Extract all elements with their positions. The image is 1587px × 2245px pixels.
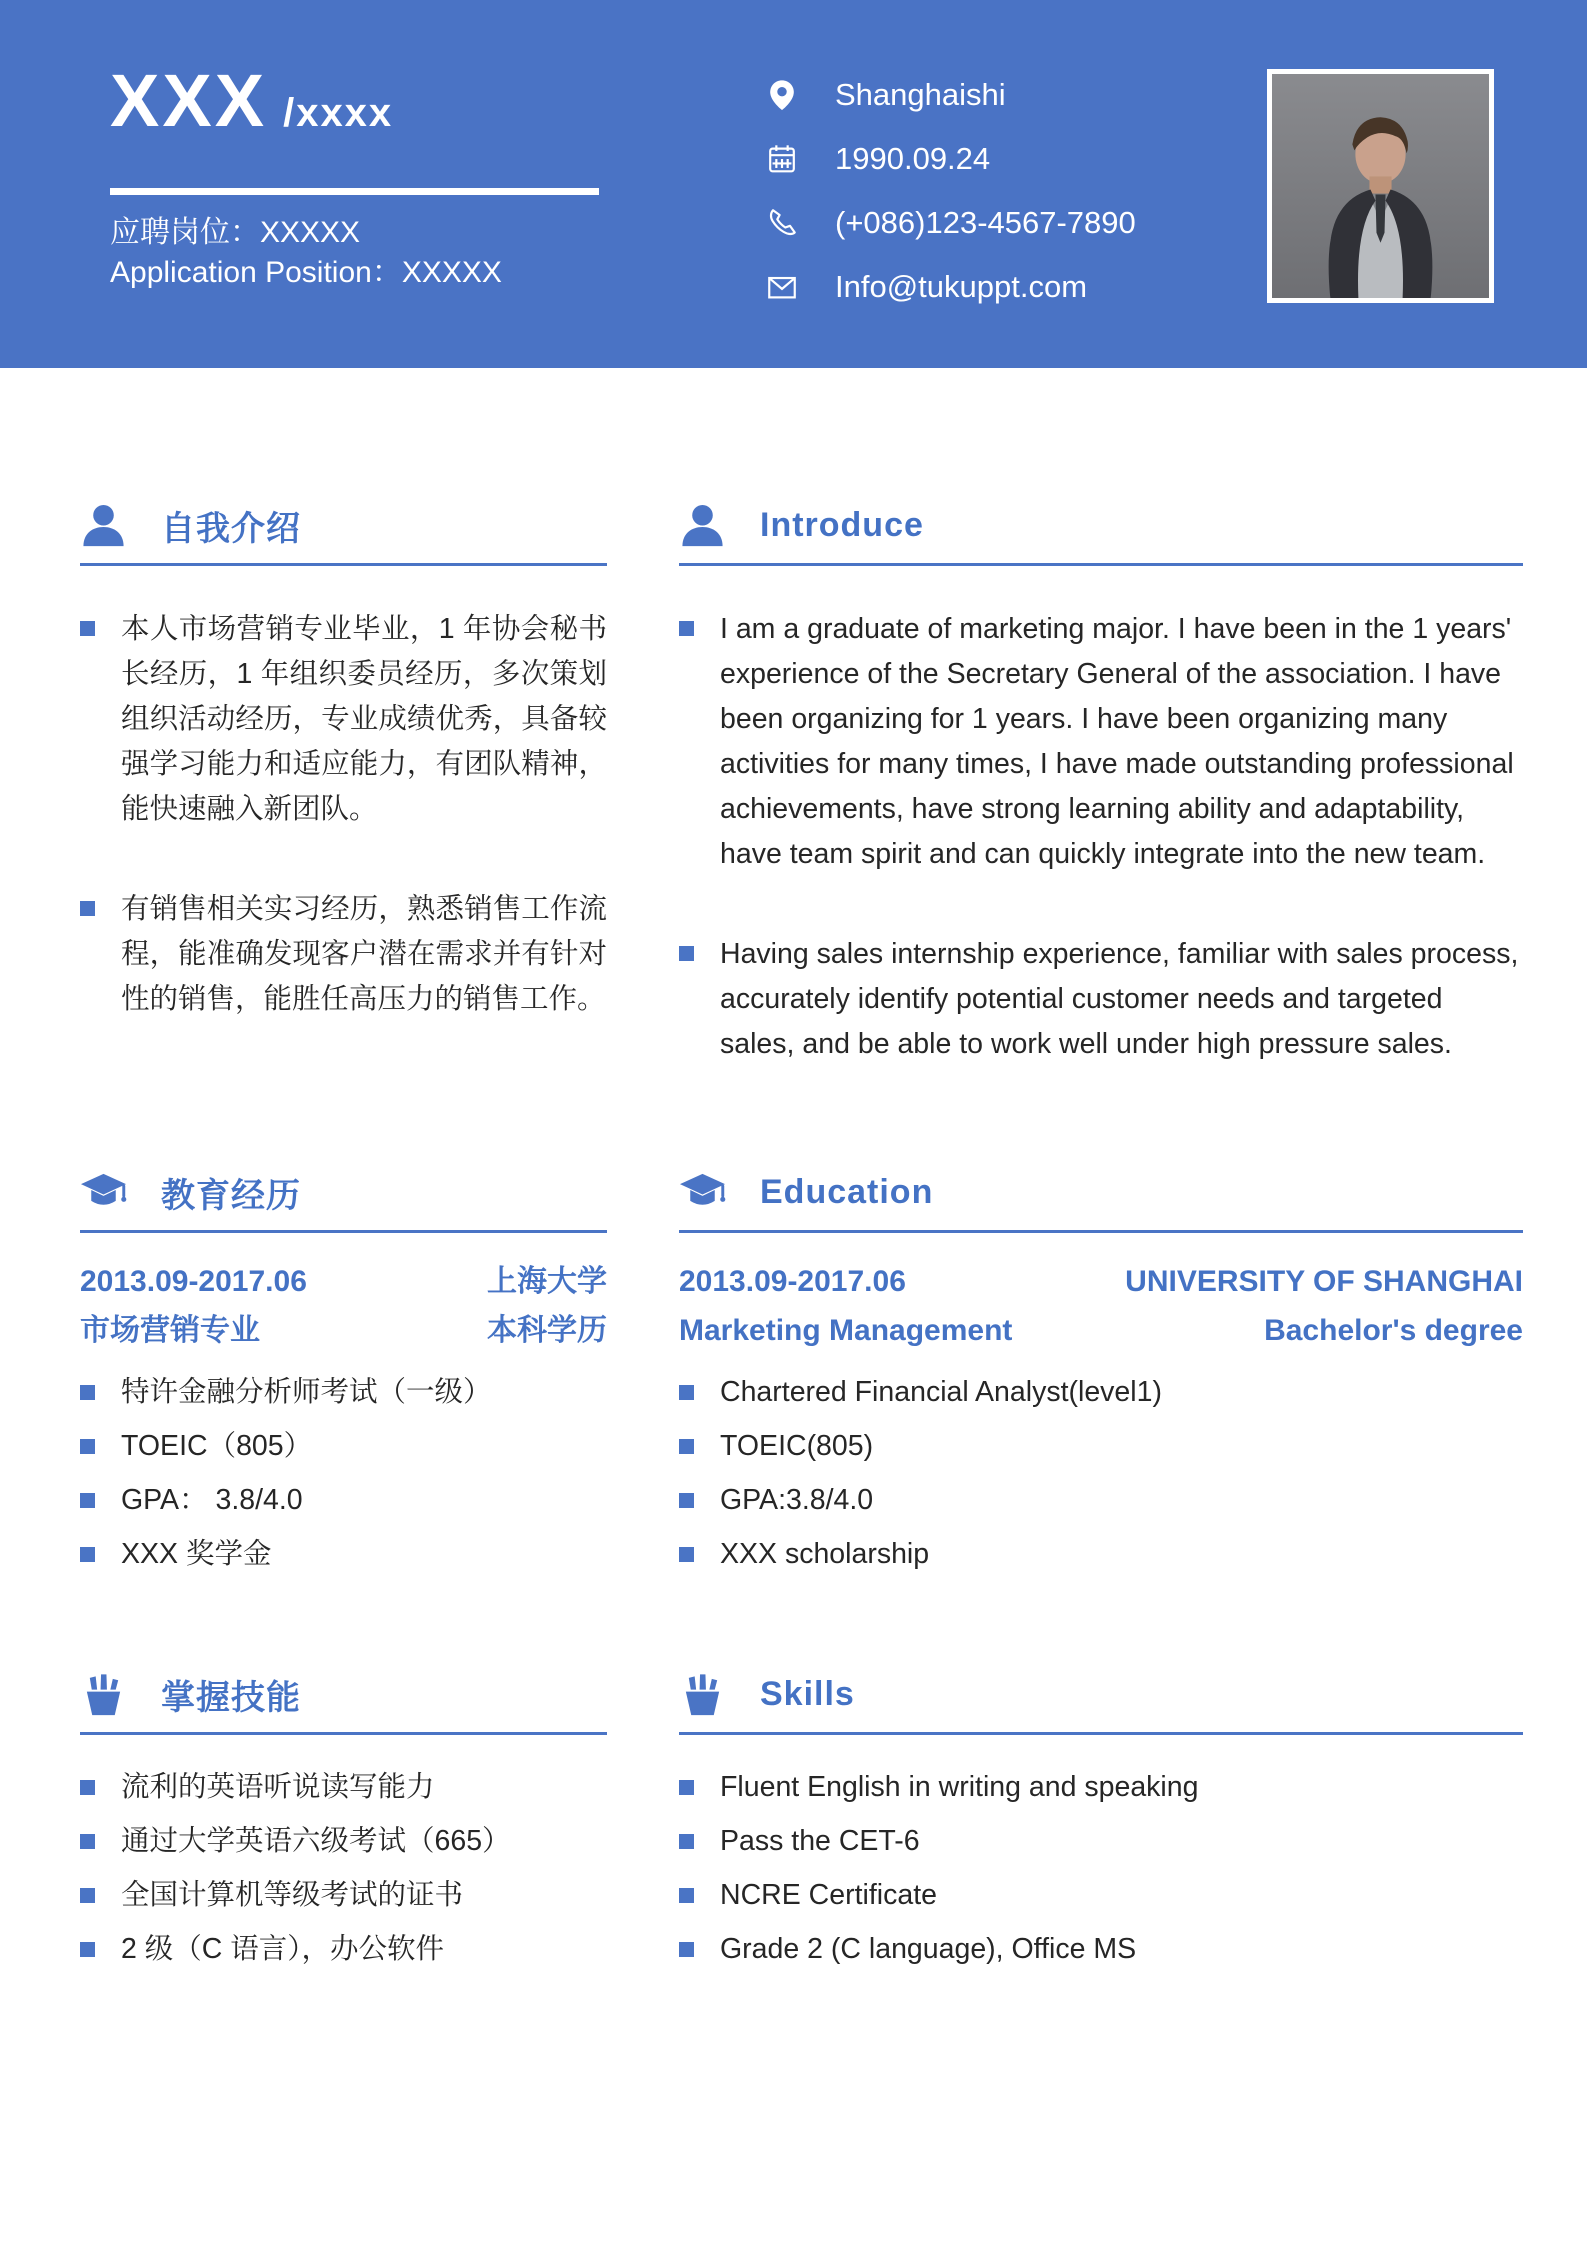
education-major-row — [80, 1306, 607, 1355]
education-items — [80, 1376, 607, 1571]
section-intro-zh — [80, 500, 607, 1022]
item-text: 特许金融分析师考试（一级） — [121, 1376, 492, 1408]
education-summary — [679, 1257, 1523, 1355]
list-item — [679, 1771, 1523, 1804]
bullet-square-icon — [679, 1493, 694, 1508]
bullet-square-icon — [80, 1834, 95, 1849]
section-title: 自我介绍 — [161, 509, 301, 548]
education-major-row — [679, 1306, 1523, 1355]
list-item — [80, 607, 607, 832]
phone-icon — [762, 203, 802, 243]
section-head — [80, 1167, 607, 1217]
paragraph: I am a graduate of marketing major. I have been in the 1 years' experience of the Secretary General of the association. I have been organizing for 1 years. I have been organizing many activities for many times, I have made outstanding professional achievements, have strong learning ability and adaptability, have team spirit and can quickly integrate into the new team. — [720, 613, 1514, 870]
paragraph: Having sales internship experience, familiar with sales process, accurately identify potential customer needs and targeted sales, and be able to work well under high pressure sales. — [720, 938, 1519, 1060]
education-degree: 本科学历 — [487, 1314, 607, 1347]
education-school: 上海大学 — [487, 1265, 607, 1298]
section-row-skills — [80, 1669, 1523, 1966]
section-head — [679, 1167, 1523, 1217]
bullet-square-icon — [679, 1942, 694, 1957]
graduation-cap-icon — [80, 1169, 127, 1216]
bullet-square-icon — [80, 1888, 95, 1903]
section-skills-en — [679, 1669, 1523, 1966]
graduation-cap-icon — [679, 1169, 726, 1216]
list-item — [80, 1376, 607, 1409]
list-item — [679, 1430, 1523, 1463]
education-major: 市场营销专业 — [80, 1314, 260, 1347]
section-education-zh — [80, 1167, 607, 1571]
name-underline — [110, 188, 599, 195]
bullet-square-icon — [80, 1780, 95, 1795]
education-major: Marketing Management — [679, 1314, 1013, 1347]
list-item — [80, 1538, 607, 1571]
candidate-name-pinyin: /xxxx — [283, 91, 394, 135]
bullet-square-icon — [679, 1385, 694, 1400]
bullet-square-icon — [679, 1888, 694, 1903]
contact-row-birthdate — [762, 138, 1136, 179]
list-item — [679, 1825, 1523, 1858]
skills-items — [80, 1771, 607, 1966]
contact-row-location — [762, 74, 1136, 115]
bullet-square-icon — [80, 1385, 95, 1400]
section-education-en — [679, 1167, 1523, 1571]
header-banner — [0, 0, 1587, 368]
item-text: TOEIC（805） — [121, 1430, 313, 1462]
calendar-icon — [762, 139, 802, 179]
skills-items — [679, 1771, 1523, 1966]
education-period: 2013.09-2017.06 — [80, 1265, 307, 1298]
item-text: Grade 2 (C language), Office MS — [720, 1933, 1137, 1965]
paragraph: 有销售相关实习经历，熟悉销售工作流程，能准确发现客户潜在需求并有针对性的销售，能胜任高压力的销售工作。 — [121, 893, 607, 1015]
intro-paragraphs — [80, 607, 607, 1022]
item-text: XXX 奖学金 — [121, 1538, 272, 1570]
bullet-square-icon — [80, 621, 95, 636]
education-period-row — [80, 1257, 607, 1306]
paragraph: 本人市场营销专业毕业，1 年协会秘书长经历，1 年组织委员经历，多次策划组织活动经历，专业成绩优秀，具备较强学习能力和适应能力，有团队精神，能快速融入新团队。 — [121, 613, 607, 825]
item-text: XXX scholarship — [720, 1538, 930, 1570]
item-text: Pass the CET-6 — [720, 1825, 920, 1857]
application-position — [110, 213, 502, 293]
bullet-square-icon — [80, 1493, 95, 1508]
item-text: Chartered Financial Analyst(level1) — [720, 1376, 1162, 1408]
bullet-square-icon — [679, 1834, 694, 1849]
contact-location: Shanghaishi — [835, 76, 1006, 112]
item-text: NCRE Certificate — [720, 1879, 937, 1911]
bullet-square-icon — [679, 946, 694, 961]
section-title: Education — [760, 1172, 934, 1211]
bullet-square-icon — [80, 1547, 95, 1562]
section-title: 掌握技能 — [161, 1678, 301, 1717]
section-divider — [80, 563, 607, 566]
section-skills-zh — [80, 1669, 607, 1966]
section-divider — [679, 1732, 1523, 1735]
education-summary — [80, 1257, 607, 1355]
list-item — [679, 1376, 1523, 1409]
item-text: 流利的英语听说读写能力 — [121, 1771, 435, 1803]
person-icon — [80, 502, 127, 549]
item-text: 通过大学英语六级考试（665） — [121, 1825, 511, 1857]
list-item — [679, 1879, 1523, 1912]
section-divider — [80, 1230, 607, 1233]
pen-cup-icon — [679, 1671, 726, 1718]
education-degree: Bachelor's degree — [1264, 1314, 1523, 1347]
list-item — [80, 1484, 607, 1517]
bullet-square-icon — [679, 621, 694, 636]
contact-email: Info@tukuppt.com — [835, 268, 1088, 304]
pen-cup-icon — [80, 1671, 127, 1718]
education-period: 2013.09-2017.06 — [679, 1265, 906, 1298]
item-text: 全国计算机等级考试的证书 — [121, 1879, 464, 1911]
resume-body — [0, 368, 1587, 1966]
profile-photo — [1267, 69, 1494, 303]
list-item — [80, 887, 607, 1022]
bullet-square-icon — [679, 1547, 694, 1562]
item-text: 2 级（C 语言），办公软件 — [121, 1933, 445, 1965]
section-head — [80, 500, 607, 550]
list-item — [80, 1771, 607, 1804]
section-divider — [80, 1732, 607, 1735]
list-item — [80, 1879, 607, 1912]
item-text: GPA： 3.8/4.0 — [121, 1484, 303, 1516]
section-title: Introduce — [760, 505, 924, 544]
bullet-square-icon — [80, 1439, 95, 1454]
education-period-row — [679, 1257, 1523, 1306]
list-item — [80, 1430, 607, 1463]
education-school: UNIVERSITY OF SHANGHAI — [1125, 1265, 1523, 1298]
list-item — [679, 932, 1523, 1067]
item-text: Fluent English in writing and speaking — [720, 1771, 1199, 1803]
contact-birthdate: 1990.09.24 — [835, 140, 991, 176]
list-item — [80, 1825, 607, 1858]
contact-list — [762, 74, 1136, 307]
section-divider — [679, 563, 1523, 566]
item-text: GPA:3.8/4.0 — [720, 1484, 874, 1516]
application-position-en: Application Position：XXXXX — [110, 256, 502, 289]
section-title: 教育经历 — [161, 1176, 301, 1215]
location-pin-icon — [762, 75, 802, 115]
person-icon — [679, 502, 726, 549]
list-item — [80, 1933, 607, 1966]
envelope-icon — [762, 267, 802, 307]
section-divider — [679, 1230, 1523, 1233]
item-text: TOEIC(805) — [720, 1430, 874, 1462]
contact-row-email — [762, 266, 1136, 307]
contact-phone: (+086)123-4567-7890 — [835, 204, 1136, 240]
section-head — [679, 1669, 1523, 1719]
list-item — [679, 1538, 1523, 1571]
list-item — [679, 1484, 1523, 1517]
bullet-square-icon — [679, 1780, 694, 1795]
section-row-education — [80, 1167, 1523, 1571]
candidate-name: XXX — [110, 59, 268, 142]
bullet-square-icon — [80, 901, 95, 916]
section-row-introduction — [80, 500, 1523, 1067]
bullet-square-icon — [80, 1942, 95, 1957]
bullet-square-icon — [679, 1439, 694, 1454]
section-head — [679, 500, 1523, 550]
intro-paragraphs — [679, 607, 1523, 1067]
education-items — [679, 1376, 1523, 1571]
contact-row-phone — [762, 202, 1136, 243]
name-block — [110, 58, 393, 143]
application-position-zh: 应聘岗位：XXXXX — [110, 216, 361, 249]
section-title: Skills — [760, 1674, 855, 1713]
list-item — [679, 607, 1523, 877]
list-item — [679, 1933, 1523, 1966]
section-intro-en — [679, 500, 1523, 1067]
section-head — [80, 1669, 607, 1719]
